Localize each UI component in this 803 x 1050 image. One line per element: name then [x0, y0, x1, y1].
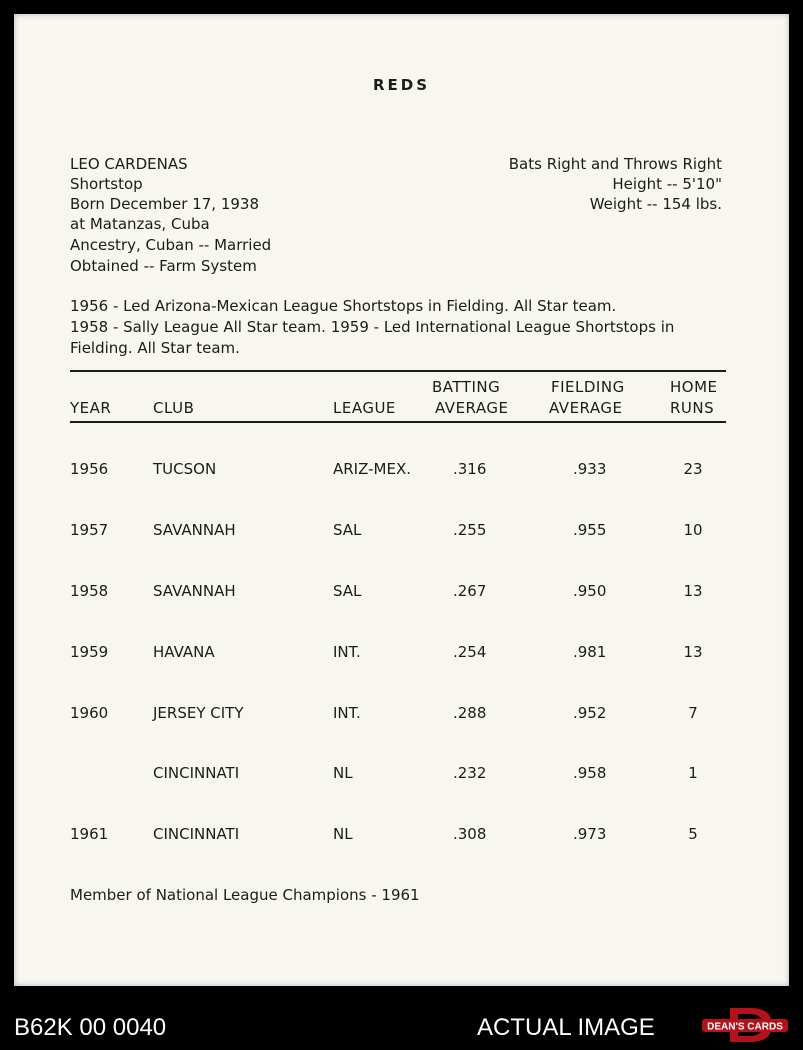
cell-hr: 1 [688, 764, 698, 782]
player-position: Shortstop [70, 175, 143, 193]
cell-batting: .267 [453, 582, 487, 600]
cell-batting: .308 [453, 825, 487, 843]
deans-cards-logo-icon [700, 1006, 790, 1044]
cell-fielding: .950 [573, 582, 607, 600]
header-league: LEAGUE [333, 399, 396, 417]
cell-batting: .316 [453, 460, 487, 478]
cell-fielding: .933 [573, 460, 607, 478]
actual-image-label: ACTUAL IMAGE [477, 1014, 655, 1041]
cell-club: CINCINNATI [153, 764, 240, 782]
inventory-code: B62K 00 0040 [14, 1014, 167, 1041]
note-line-2: 1958 - Sally League All Star team. 1959 - Led International League Shortstops in [70, 318, 675, 336]
header-year: YEAR [70, 399, 112, 417]
cell-hr: 13 [683, 582, 703, 600]
cell-fielding: .955 [573, 521, 607, 539]
header-batting-top: BATTING [432, 378, 501, 396]
player-height: Height -- 5'10" [612, 175, 722, 193]
header-fielding-top: FIELDING [551, 378, 625, 396]
table-header-rule [70, 421, 726, 423]
cell-hr: 23 [683, 460, 703, 478]
cell-league: ARIZ-MEX. [333, 460, 411, 478]
cell-league: SAL [333, 582, 362, 600]
header-fielding-bottom: AVERAGE [549, 399, 623, 417]
cell-fielding: .958 [573, 764, 607, 782]
header-hr-bottom: RUNS [670, 399, 715, 417]
cell-year: 1958 [70, 582, 109, 600]
note-line-1: 1956 - Led Arizona-Mexican League Shortstops in Fielding. All Star team. [70, 297, 617, 315]
cell-club: CINCINNATI [153, 825, 240, 843]
cell-fielding: .973 [573, 825, 607, 843]
cell-league: INT. [333, 704, 361, 722]
cell-league: NL [333, 764, 353, 782]
header-hr-top: HOME [670, 378, 718, 396]
cell-year: 1959 [70, 643, 109, 661]
player-name: LEO CARDENAS [70, 155, 188, 173]
cell-league: SAL [333, 521, 362, 539]
cell-year: 1957 [70, 521, 109, 539]
cell-club: SAVANNAH [153, 582, 236, 600]
cell-batting: .232 [453, 764, 487, 782]
header-batting-bottom: AVERAGE [435, 399, 509, 417]
cell-year: 1961 [70, 825, 109, 843]
cell-club: TUCSON [153, 460, 217, 478]
note-line-3: Fielding. All Star team. [70, 339, 240, 357]
cell-hr: 13 [683, 643, 703, 661]
cell-league: NL [333, 825, 353, 843]
cell-club: HAVANA [153, 643, 215, 661]
player-obtained: Obtained -- Farm System [70, 257, 257, 275]
cell-year: 1956 [70, 460, 109, 478]
player-born: Born December 17, 1938 [70, 195, 259, 213]
player-weight: Weight -- 154 lbs. [589, 195, 722, 213]
deans-cards-logo [700, 1006, 790, 1044]
logo-text: DEAN'S CARDS [707, 1021, 783, 1033]
cell-league: INT. [333, 643, 361, 661]
cell-club: JERSEY CITY [153, 704, 244, 722]
cell-fielding: .952 [573, 704, 607, 722]
player-ancestry: Ancestry, Cuban -- Married [70, 236, 272, 254]
cell-batting: .254 [453, 643, 487, 661]
cell-hr: 7 [688, 704, 698, 722]
player-birthplace: at Matanzas, Cuba [70, 215, 210, 233]
cell-year: 1960 [70, 704, 109, 722]
team-name: REDS [372, 76, 431, 94]
cell-club: SAVANNAH [153, 521, 236, 539]
bats-throws: Bats Right and Throws Right [508, 155, 722, 173]
cell-batting: .288 [453, 704, 487, 722]
header-club: CLUB [153, 399, 195, 417]
footnote: Member of National League Champions - 1961 [70, 886, 420, 904]
cell-fielding: .981 [573, 643, 607, 661]
table-top-rule [70, 370, 726, 372]
cell-hr: 10 [683, 521, 703, 539]
cell-batting: .255 [453, 521, 487, 539]
cell-hr: 5 [688, 825, 698, 843]
